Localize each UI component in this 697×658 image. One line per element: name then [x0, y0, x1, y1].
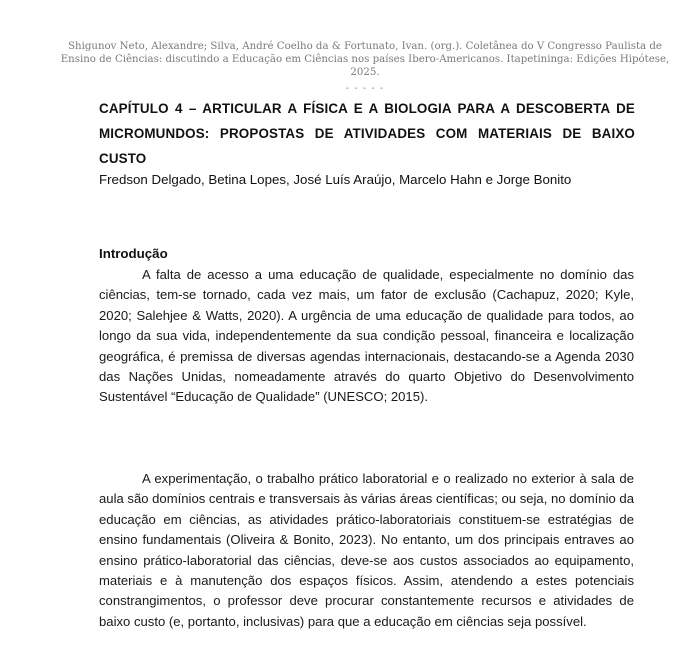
body-paragraph-2: A experimentação, o trabalho prático laboratorial e o realizado no exterior à sala de aula são domínios centrais e transversais às várias áreas científicas; ou seja, no domínio da educação em ciências, as atividades prático-laboratoriais constituem-se estratégias de ensino fundamentais (Oliveira & Bonito, 2023). No entanto, um dos principais entraves ao ensino prático-laboratorial das ciências, deve-se aos custos associados ao equipamento, materiais e à manutenção dos espaços físicos. Assim, atendendo a estes potenciais constrangimentos, o professor deve procurar constantemente recursos e atividades de baixo custo (e, portanto, inclusivas) para que a educação em ciências seja possível.: [99, 471, 634, 629]
chapter-title: CAPÍTULO 4 – ARTICULAR A FÍSICA E A BIOLOGIA PARA A DESCOBERTA DE MICROMUNDOS: PROPOSTAS DE ATIVIDADES COM MATERIAIS DE BAIXO CUSTO: [99, 101, 635, 166]
chapter-authors: Fredson Delgado, Betina Lopes, José Luís Araújo, Marcelo Hahn e Jorge Bonito: [99, 172, 572, 187]
running-header-citation: Shigunov Neto, Alexandre; Silva, André Coelho da & Fortunato, Ivan. (org.). Coletânea do V Congresso Paulista de Ensino de Ciências: discutindo a Educação em Ciências nos países Ibero-Americanos. Itapetininga: Edições Hipótese, 2025.: [60, 41, 670, 78]
body-paragraph-1: A falta de acesso a uma educação de qualidade, especialmente no domínio das ciências, tem-se tornado, cada vez mais, um fator de exclusão (Cachapuz, 2020; Kyle, 2020; Salehjee & Watts, 2020). A urgência de uma educação de qualidade para todos, ao longo da sua vida, independentemente da sua condição pessoal, financeira e localização geográfica, é premissa de diversas agendas internacionais, destacando-se a Agenda 2030 das Nações Unidas, nomeadamente através do quarto Objetivo do Desenvolvimento Sustentável “Educação de Qualidade” (UNESCO; 2015).: [99, 267, 634, 405]
header-separator: - - - - -: [345, 83, 385, 94]
section-heading-introduction: Introdução: [99, 246, 168, 261]
